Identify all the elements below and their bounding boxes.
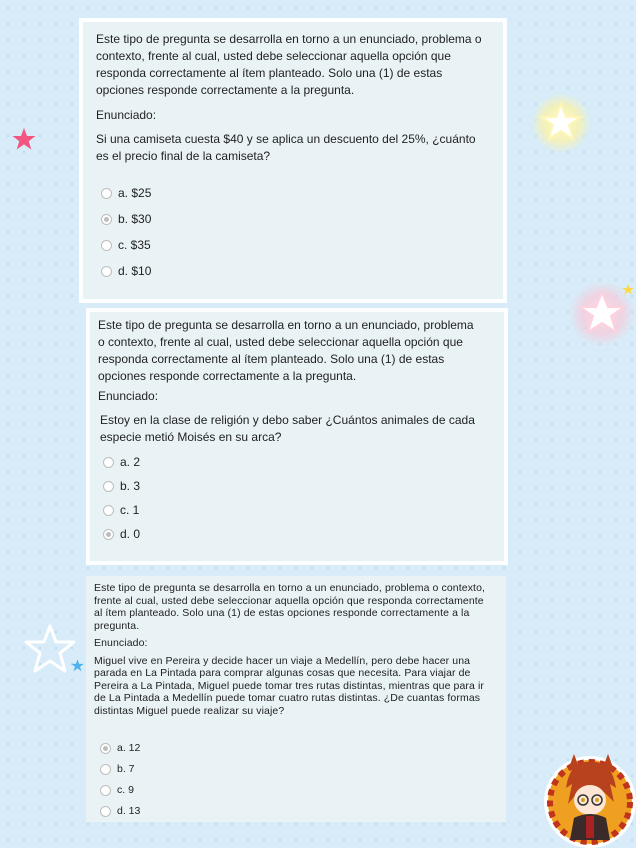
question-card-3: [86, 576, 506, 822]
question-statement: Estoy en la clase de religión y debo saber ¿Cuántos animales de cada especie metió Moisés en su arca?: [100, 413, 475, 444]
outline-star-icon: [24, 624, 76, 674]
small-blue-star-icon: [71, 659, 84, 672]
question-instructions: Este tipo de pregunta se desarrolla en torno a un enunciado, problema o contexto, frente al cual, usted debe seleccionar aquella opción que responda correctamente al ítem planteado. Solo una (1) de estas opciones responde correctamente a la pregunta.: [94, 582, 486, 632]
statement-label: Enunciado:: [96, 108, 157, 122]
glowing-pink-star-icon: [568, 280, 636, 348]
radio-button[interactable]: [103, 505, 114, 516]
option-label: d. 13: [117, 805, 141, 817]
radio-button[interactable]: [100, 806, 111, 817]
option-label: c. $35: [118, 238, 151, 252]
radio-button-selected[interactable]: [100, 743, 111, 754]
question-instructions: Este tipo de pregunta se desarrolla en torno a un enunciado, problema o contexto, frente al cual, usted debe seleccionar aquella opción que responda correctamente al ítem planteado. Solo una (1) de estas opciones responde correctamente a la pregunta.: [96, 32, 482, 97]
question-card-1: [83, 22, 503, 299]
glowing-yellow-star-icon: [530, 92, 592, 154]
radio-button[interactable]: [103, 457, 114, 468]
option-a[interactable]: [101, 186, 151, 200]
radio-button[interactable]: [100, 785, 111, 796]
radio-button-selected[interactable]: [101, 214, 112, 225]
option-d[interactable]: [103, 527, 140, 541]
option-label: d. $10: [118, 264, 152, 278]
option-label: b. $30: [118, 212, 152, 226]
option-label: d. 0: [120, 527, 141, 541]
option-b[interactable]: [103, 479, 140, 493]
option-label: b. 3: [120, 479, 141, 493]
option-label: c. 1: [120, 503, 140, 517]
radio-button[interactable]: [101, 240, 112, 251]
statement-label: Enunciado:: [94, 637, 148, 649]
option-label: a. 2: [120, 455, 141, 469]
radio-button[interactable]: [103, 481, 114, 492]
option-c[interactable]: [103, 503, 139, 517]
option-label: a. 12: [117, 742, 141, 754]
question-instructions: Este tipo de pregunta se desarrolla en torno a un enunciado, problema o contexto, frente al cual, usted debe seleccionar aquella opción que responda correctamente al ítem planteado. Solo una (1) de estas opciones responde correctamente a la pregunta.: [98, 318, 474, 383]
anime-avatar-sticker: [544, 748, 636, 848]
option-label: c. 9: [117, 784, 134, 796]
option-a[interactable]: [100, 742, 140, 754]
statement-label: Enunciado:: [98, 389, 159, 403]
question-card-2: [90, 312, 504, 561]
radio-button-selected[interactable]: [103, 529, 114, 540]
option-b[interactable]: [101, 212, 151, 226]
option-label: b. 7: [117, 763, 135, 775]
option-b[interactable]: [100, 763, 135, 775]
option-d[interactable]: [101, 264, 151, 278]
option-c[interactable]: [101, 238, 151, 252]
question-statement: Miguel vive en Pereira y decide hacer un viaje a Medellín, pero debe hacer una parada en La Pintada para comprar algunas cosas que necesita. Para viajar de Pereira a La Pintada, Miguel puede tomar tres rutas distintas, mientras que para ir de La Pintada a Medellín puede tomar cuatro rutas distintas. ¿De cuantas formas distintas Miguel puede realizar su viaje?: [94, 654, 484, 717]
radio-button[interactable]: [101, 188, 112, 199]
question-statement: Si una camiseta cuesta $40 y se aplica un descuento del 25%, ¿cuánto es el precio final de la camiseta?: [96, 132, 476, 163]
radio-button[interactable]: [100, 764, 111, 775]
radio-button[interactable]: [101, 266, 112, 277]
option-label: a. $25: [118, 186, 152, 200]
option-a[interactable]: [103, 455, 140, 469]
pink-star-icon: [12, 127, 36, 151]
option-c[interactable]: [100, 784, 134, 796]
option-d[interactable]: [100, 805, 140, 817]
